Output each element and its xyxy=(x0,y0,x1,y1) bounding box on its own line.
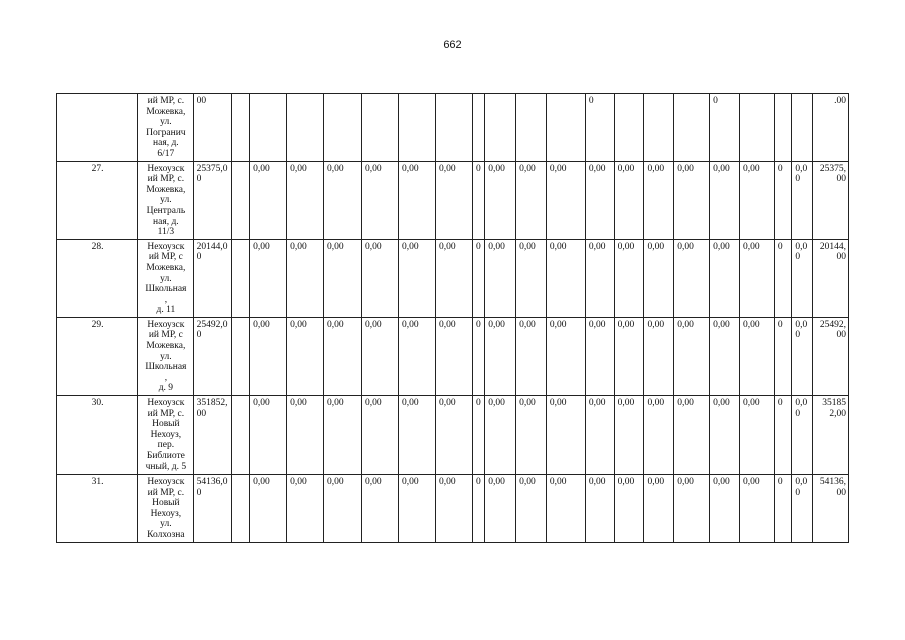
address-line: Погранич xyxy=(146,127,186,138)
value-cell: 0,00 xyxy=(324,475,362,543)
value-cell: 0,00 xyxy=(399,239,436,317)
address-line: Нехоуз, xyxy=(150,508,182,519)
table-row xyxy=(57,161,849,239)
address-line: ул. xyxy=(160,195,172,206)
value-cell xyxy=(485,94,516,162)
address-cell xyxy=(138,239,193,317)
value-cell: 0,00 xyxy=(585,396,614,475)
address-line: пер. xyxy=(157,440,175,451)
table-row xyxy=(57,396,849,475)
address-cell xyxy=(138,475,193,543)
table-row xyxy=(57,475,849,543)
value-cell xyxy=(231,161,249,239)
value-cell: 351852,00 xyxy=(812,396,848,475)
value-cell: 0 xyxy=(472,161,484,239)
value-cell: 0,00 xyxy=(435,475,472,543)
row-number xyxy=(57,94,138,162)
value-cell: 0,00 xyxy=(399,161,436,239)
value-cell: 0,00 xyxy=(614,161,644,239)
value-cell xyxy=(231,317,249,395)
value-cell: 0,00 xyxy=(250,239,287,317)
cost-cell: 25375,00 xyxy=(193,161,231,239)
address-line: ий МР, с xyxy=(148,252,183,263)
value-cell: .00 xyxy=(812,94,848,162)
table-row xyxy=(57,317,849,395)
address-line: ул. xyxy=(160,519,172,530)
cost-cell: 25492,00 xyxy=(193,317,231,395)
address-line: 6/17 xyxy=(157,148,175,159)
value-cell: 0,00 xyxy=(546,475,585,543)
address-line: Централь xyxy=(146,205,186,216)
cost-cell: 20144,00 xyxy=(193,239,231,317)
address-line: Можевка, xyxy=(146,341,186,352)
value-cell: 0,00 xyxy=(250,161,287,239)
value-cell: 0,00 xyxy=(435,161,472,239)
address-line: ул. xyxy=(160,273,172,284)
value-cell: 0,00 xyxy=(614,396,644,475)
value-cell xyxy=(774,94,791,162)
row-number: 29. xyxy=(57,317,138,395)
address-line: Можевка, xyxy=(146,262,186,273)
value-cell: 0,00 xyxy=(674,161,710,239)
value-cell: 0,00 xyxy=(399,317,436,395)
cost-cell: 00 xyxy=(193,94,231,162)
address-line: Библиоте xyxy=(146,451,185,461)
value-cell: 0,00 xyxy=(792,239,813,317)
address-line: д. 11 xyxy=(156,305,176,316)
value-cell: 0,00 xyxy=(585,475,614,543)
value-cell: 0,00 xyxy=(362,239,399,317)
value-cell xyxy=(546,94,585,162)
value-cell: 0,00 xyxy=(710,396,740,475)
value-cell: 0 xyxy=(774,475,791,543)
table-row xyxy=(57,239,849,317)
table-row xyxy=(57,94,849,162)
value-cell: 20144,00 xyxy=(812,239,848,317)
value-cell: 0,00 xyxy=(739,161,774,239)
value-cell xyxy=(516,94,547,162)
value-cell xyxy=(644,94,674,162)
address-line: ий МР, с. xyxy=(147,96,185,106)
value-cell xyxy=(472,94,484,162)
value-cell: 0,00 xyxy=(546,239,585,317)
value-cell: 25492,00 xyxy=(812,317,848,395)
value-cell: 0,00 xyxy=(739,475,774,543)
address-line: Новый xyxy=(152,419,180,430)
address-line: ий МР, с. xyxy=(147,174,185,185)
value-cell: 0 xyxy=(774,396,791,475)
value-cell: 0 xyxy=(472,317,484,395)
address-line: Можевка, xyxy=(146,106,186,117)
address-line: , xyxy=(164,294,168,305)
address-line: ная, д. xyxy=(153,138,179,149)
value-cell: 0 xyxy=(472,239,484,317)
address-line: Нехоузск xyxy=(147,319,185,330)
value-cell: 0,00 xyxy=(435,317,472,395)
address-line: ий МР, с. xyxy=(147,487,185,498)
value-cell: 0,00 xyxy=(674,475,710,543)
address-line: ул. xyxy=(160,117,172,128)
value-cell: 0,00 xyxy=(546,317,585,395)
value-cell: 0,00 xyxy=(585,317,614,395)
value-cell: 0,00 xyxy=(287,396,324,475)
value-cell: 0,00 xyxy=(516,396,547,475)
value-cell: 0,00 xyxy=(644,161,674,239)
value-cell: 0,00 xyxy=(435,396,472,475)
value-cell: 0,00 xyxy=(710,239,740,317)
value-cell: 0,00 xyxy=(546,161,585,239)
value-cell: 0 xyxy=(774,239,791,317)
value-cell: 0,00 xyxy=(485,475,516,543)
value-cell: 0,00 xyxy=(792,161,813,239)
value-cell: 0,00 xyxy=(614,475,644,543)
address-cell xyxy=(138,161,193,239)
value-cell xyxy=(324,94,362,162)
value-cell xyxy=(231,396,249,475)
value-cell xyxy=(250,94,287,162)
value-cell: 0,00 xyxy=(287,239,324,317)
row-number: 31. xyxy=(57,475,138,543)
address-line: Колхозна xyxy=(147,530,185,540)
value-cell: 0,00 xyxy=(674,396,710,475)
value-cell xyxy=(231,239,249,317)
value-cell: 0,00 xyxy=(516,475,547,543)
value-cell: 0,00 xyxy=(792,317,813,395)
value-cell: 0,00 xyxy=(792,475,813,543)
address-line: Нехоузск xyxy=(147,477,185,488)
value-cell xyxy=(231,94,249,162)
value-cell: 0,00 xyxy=(250,396,287,475)
address-cell xyxy=(138,396,193,475)
value-cell xyxy=(435,94,472,162)
data-table xyxy=(56,93,849,543)
value-cell xyxy=(739,94,774,162)
value-cell: 0 xyxy=(472,396,484,475)
address-line: Можевка, xyxy=(146,184,186,195)
value-cell: 0,00 xyxy=(585,239,614,317)
value-cell: 0,00 xyxy=(516,239,547,317)
cost-cell: 351852,00 xyxy=(193,396,231,475)
page-number: 662 xyxy=(443,39,462,51)
address-line: чный, д. 5 xyxy=(145,461,187,472)
value-cell: 0,00 xyxy=(399,475,436,543)
value-cell: 0,00 xyxy=(287,475,324,543)
value-cell: 0,00 xyxy=(614,317,644,395)
value-cell xyxy=(792,94,813,162)
value-cell: 0,00 xyxy=(485,161,516,239)
value-cell: 0,00 xyxy=(792,396,813,475)
address-line: Нехоузск xyxy=(147,241,185,252)
value-cell: 0,00 xyxy=(324,239,362,317)
address-line: Нехоуз, xyxy=(150,429,182,440)
value-cell: 0,00 xyxy=(516,317,547,395)
value-cell: 0,00 xyxy=(674,239,710,317)
value-cell xyxy=(231,475,249,543)
value-cell: 0,00 xyxy=(739,396,774,475)
value-cell: 0,00 xyxy=(710,161,740,239)
value-cell: 0,00 xyxy=(362,396,399,475)
value-cell: 0,00 xyxy=(644,317,674,395)
value-cell: 0,00 xyxy=(710,475,740,543)
address-line: , xyxy=(164,372,168,383)
value-cell: 0,00 xyxy=(644,396,674,475)
address-line: 11/3 xyxy=(157,227,175,238)
value-cell: 0,00 xyxy=(399,396,436,475)
value-cell: 0,00 xyxy=(614,239,644,317)
cost-cell: 54136,00 xyxy=(193,475,231,543)
value-cell xyxy=(287,94,324,162)
value-cell: 54136,00 xyxy=(812,475,848,543)
value-cell: 0,00 xyxy=(324,317,362,395)
value-cell: 0,00 xyxy=(674,317,710,395)
value-cell: 0,00 xyxy=(324,396,362,475)
value-cell: 0,00 xyxy=(362,317,399,395)
value-cell: 0,00 xyxy=(644,239,674,317)
address-line: Нехоузск xyxy=(147,163,185,174)
value-cell: 0,00 xyxy=(485,396,516,475)
value-cell: 0,00 xyxy=(739,317,774,395)
value-cell: 0 xyxy=(472,475,484,543)
row-number: 28. xyxy=(57,239,138,317)
address-line: Нехоузск xyxy=(147,398,185,409)
value-cell: 0,00 xyxy=(287,317,324,395)
value-cell: 0,00 xyxy=(485,239,516,317)
value-cell: 0,00 xyxy=(362,161,399,239)
value-cell xyxy=(674,94,710,162)
value-cell: 0,00 xyxy=(739,239,774,317)
address-line: д. 9 xyxy=(158,383,174,394)
value-cell: 0,00 xyxy=(516,161,547,239)
value-cell: 0 xyxy=(710,94,740,162)
address-line: ий МР, с. xyxy=(147,408,185,419)
value-cell xyxy=(399,94,436,162)
value-cell: 0,00 xyxy=(250,475,287,543)
value-cell: 0,00 xyxy=(485,317,516,395)
row-number: 30. xyxy=(57,396,138,475)
address-line: ий МР, с xyxy=(148,330,183,341)
row-number: 27. xyxy=(57,161,138,239)
value-cell: 0 xyxy=(774,161,791,239)
value-cell: 0,00 xyxy=(585,161,614,239)
value-cell: 0 xyxy=(585,94,614,162)
address-line: ная, д. xyxy=(153,216,179,227)
address-line: Новый xyxy=(152,498,180,509)
value-cell: 25375,00 xyxy=(812,161,848,239)
value-cell: 0,00 xyxy=(546,396,585,475)
value-cell: 0,00 xyxy=(644,475,674,543)
value-cell: 0,00 xyxy=(324,161,362,239)
value-cell: 0,00 xyxy=(287,161,324,239)
value-cell xyxy=(362,94,399,162)
value-cell xyxy=(614,94,644,162)
value-cell: 0,00 xyxy=(435,239,472,317)
address-line: Школьная xyxy=(145,362,187,373)
address-line: ул. xyxy=(160,351,172,362)
value-cell: 0,00 xyxy=(362,475,399,543)
value-cell: 0,00 xyxy=(710,317,740,395)
address-line: Школьная xyxy=(145,284,187,295)
address-cell xyxy=(138,317,193,395)
value-cell: 0 xyxy=(774,317,791,395)
address-cell xyxy=(138,94,193,162)
value-cell: 0,00 xyxy=(250,317,287,395)
